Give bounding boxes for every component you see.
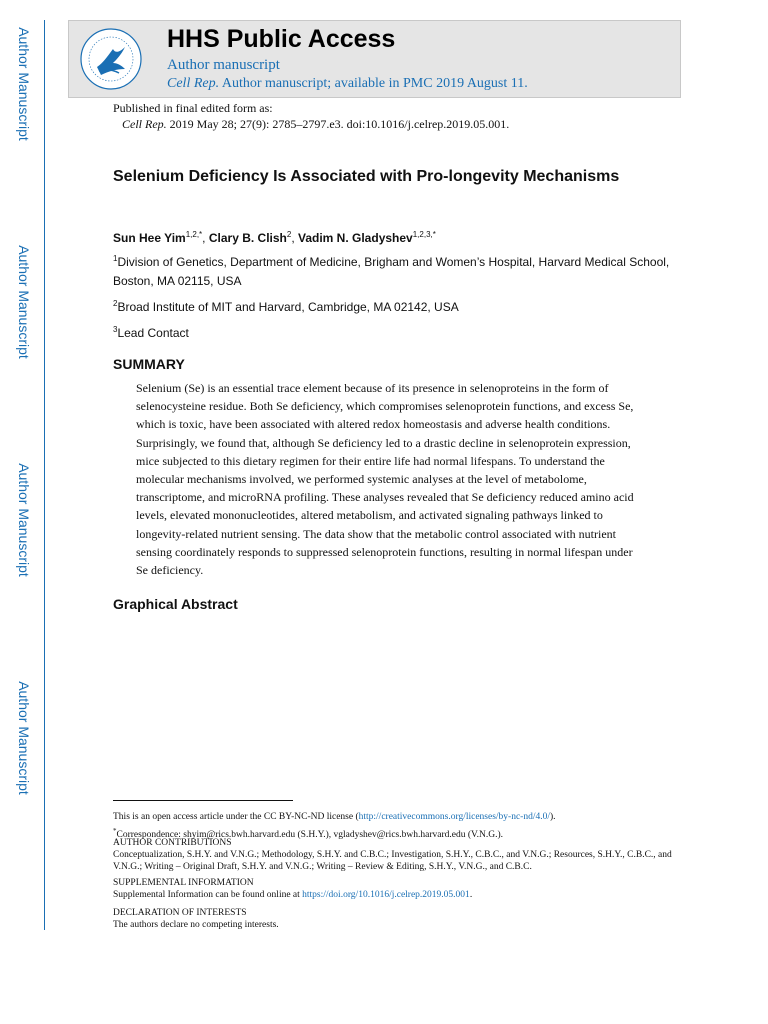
correspondence-footnote: *Correspondence: shyim@rics.bwh.harvard.edu (S.H.Y.), vgladyshev@rics.bwh.harvard.edu (V.N.G.). [113,827,504,841]
graphical-abstract-heading: Graphical Abstract [113,596,238,612]
contributions-text: Conceptualization, S.H.Y. and V.N.G.; Methodology, S.H.Y. and C.B.C.; Investigation, S.H.Y., C.B.C., and V.N.G.; Resources, S.H.Y., C.B.C., and V.N.G.; Writing – Original Draft, S.H.Y. and V.N.G.; Writing – Review & Editing, S.H.Y., V.N.G., and C.B.C. [113,850,672,872]
author-name: Sun Hee Yim [113,231,186,245]
published-citation [122,117,509,132]
header-subtitle: Author manuscript [167,57,280,73]
contributions-heading: AUTHOR CONTRIBUTIONS [113,838,232,848]
supplemental-link[interactable]: https://doi.org/10.1016/j.celrep.2019.05.001 [302,890,470,900]
affiliation-3: $^3$Lead Contact [113,325,189,340]
license-footnote: This is an open access article under the CC BY-NC-ND license (http://creativecommons.org/licenses/by-nc-nd/4.0/). [113,812,556,822]
published-citation-text: 2019 May 28; 27(9): 2785–2797.e3. doi:10.1016/j.celrep.2019.05.001. [169,117,510,131]
author-sup: 2 [286,230,292,239]
author-name: Vadim N. Gladyshev [298,231,413,245]
header-citation [167,76,528,92]
affiliation-1: $^1$Division of Genetics, Department of Medicine, Brigham and Women’s Hospital, Harvard Medical School, Boston, MA 02115, USA [113,254,670,288]
header-title: HHS Public Access [167,25,396,53]
supplemental-text: Supplemental Information can be found online at https://doi.org/10.1016/j.celrep.2019.05.001. [113,890,473,900]
header-availability: Author manuscript; available in PMC 2019 August 11. [221,76,528,91]
summary-heading: SUMMARY [113,356,185,372]
declaration-heading: DECLARATION OF INTERESTS [113,908,247,918]
license-link[interactable]: http://creativecommons.org/licenses/by-nc-nd/4.0/ [358,812,550,822]
hhs-header [68,20,681,98]
author-name: Clary B. Clish [208,231,287,245]
supplemental-heading: SUPPLEMENTAL INFORMATION [113,878,254,888]
footnote-divider [113,800,293,801]
affiliation-2: $^2$Broad Institute of MIT and Harvard, Cambridge, MA 02142, USA [113,299,459,314]
declaration-text: The authors declare no competing interests. [113,920,279,930]
published-label: Published in final edited form as: [113,101,273,115]
author-sup: 1,2,3,* [412,230,436,239]
hhs-eagle-seal-icon [79,27,143,91]
header-journal: Cell Rep. [167,76,220,91]
author-list: Sun Hee Yim$^{1,2,*}$, Clary B. Clish$^2$, Vadim N. Gladyshev$^{1,2,3,*}$ [113,230,436,245]
article-title: Selenium Deficiency Is Associated with Pro-longevity Mechanisms [113,168,620,185]
published-journal: Cell Rep. [122,117,167,131]
summary-text: Selenium (Se) is an essential trace element because of its presence in selenoproteins in the form of selenocysteine residue. Both Se deficiency, which compromises selenoprotein functions, and excess Se, which is toxic, have been associated with altered redox homeostasis and adverse health conditions. Surprisingly, we found that, although Se deficiency led to a drastic decline in selenoprotein expression, mice subjected to this dietary regimen for their entire life had normal lifespans. To understand the molecular mechanisms involved, we performed systemic analyses at the level of metabolome, transcriptome, and microRNA profiling. These analyses revealed that Se deficiency reduced amino acid levels, elevated mononucleotides, altered metabolism, and activated signaling pathways linked to longevity-related nutrient sensing. The data show that the metabolic control associated with nutrient sensing coordinately responds to suppressed selenoprotein functions, resulting in normal lifespan under Se deficiency. [136,381,634,578]
sidebar-divider [44,20,45,930]
author-sup: 1,2,* [185,230,203,239]
